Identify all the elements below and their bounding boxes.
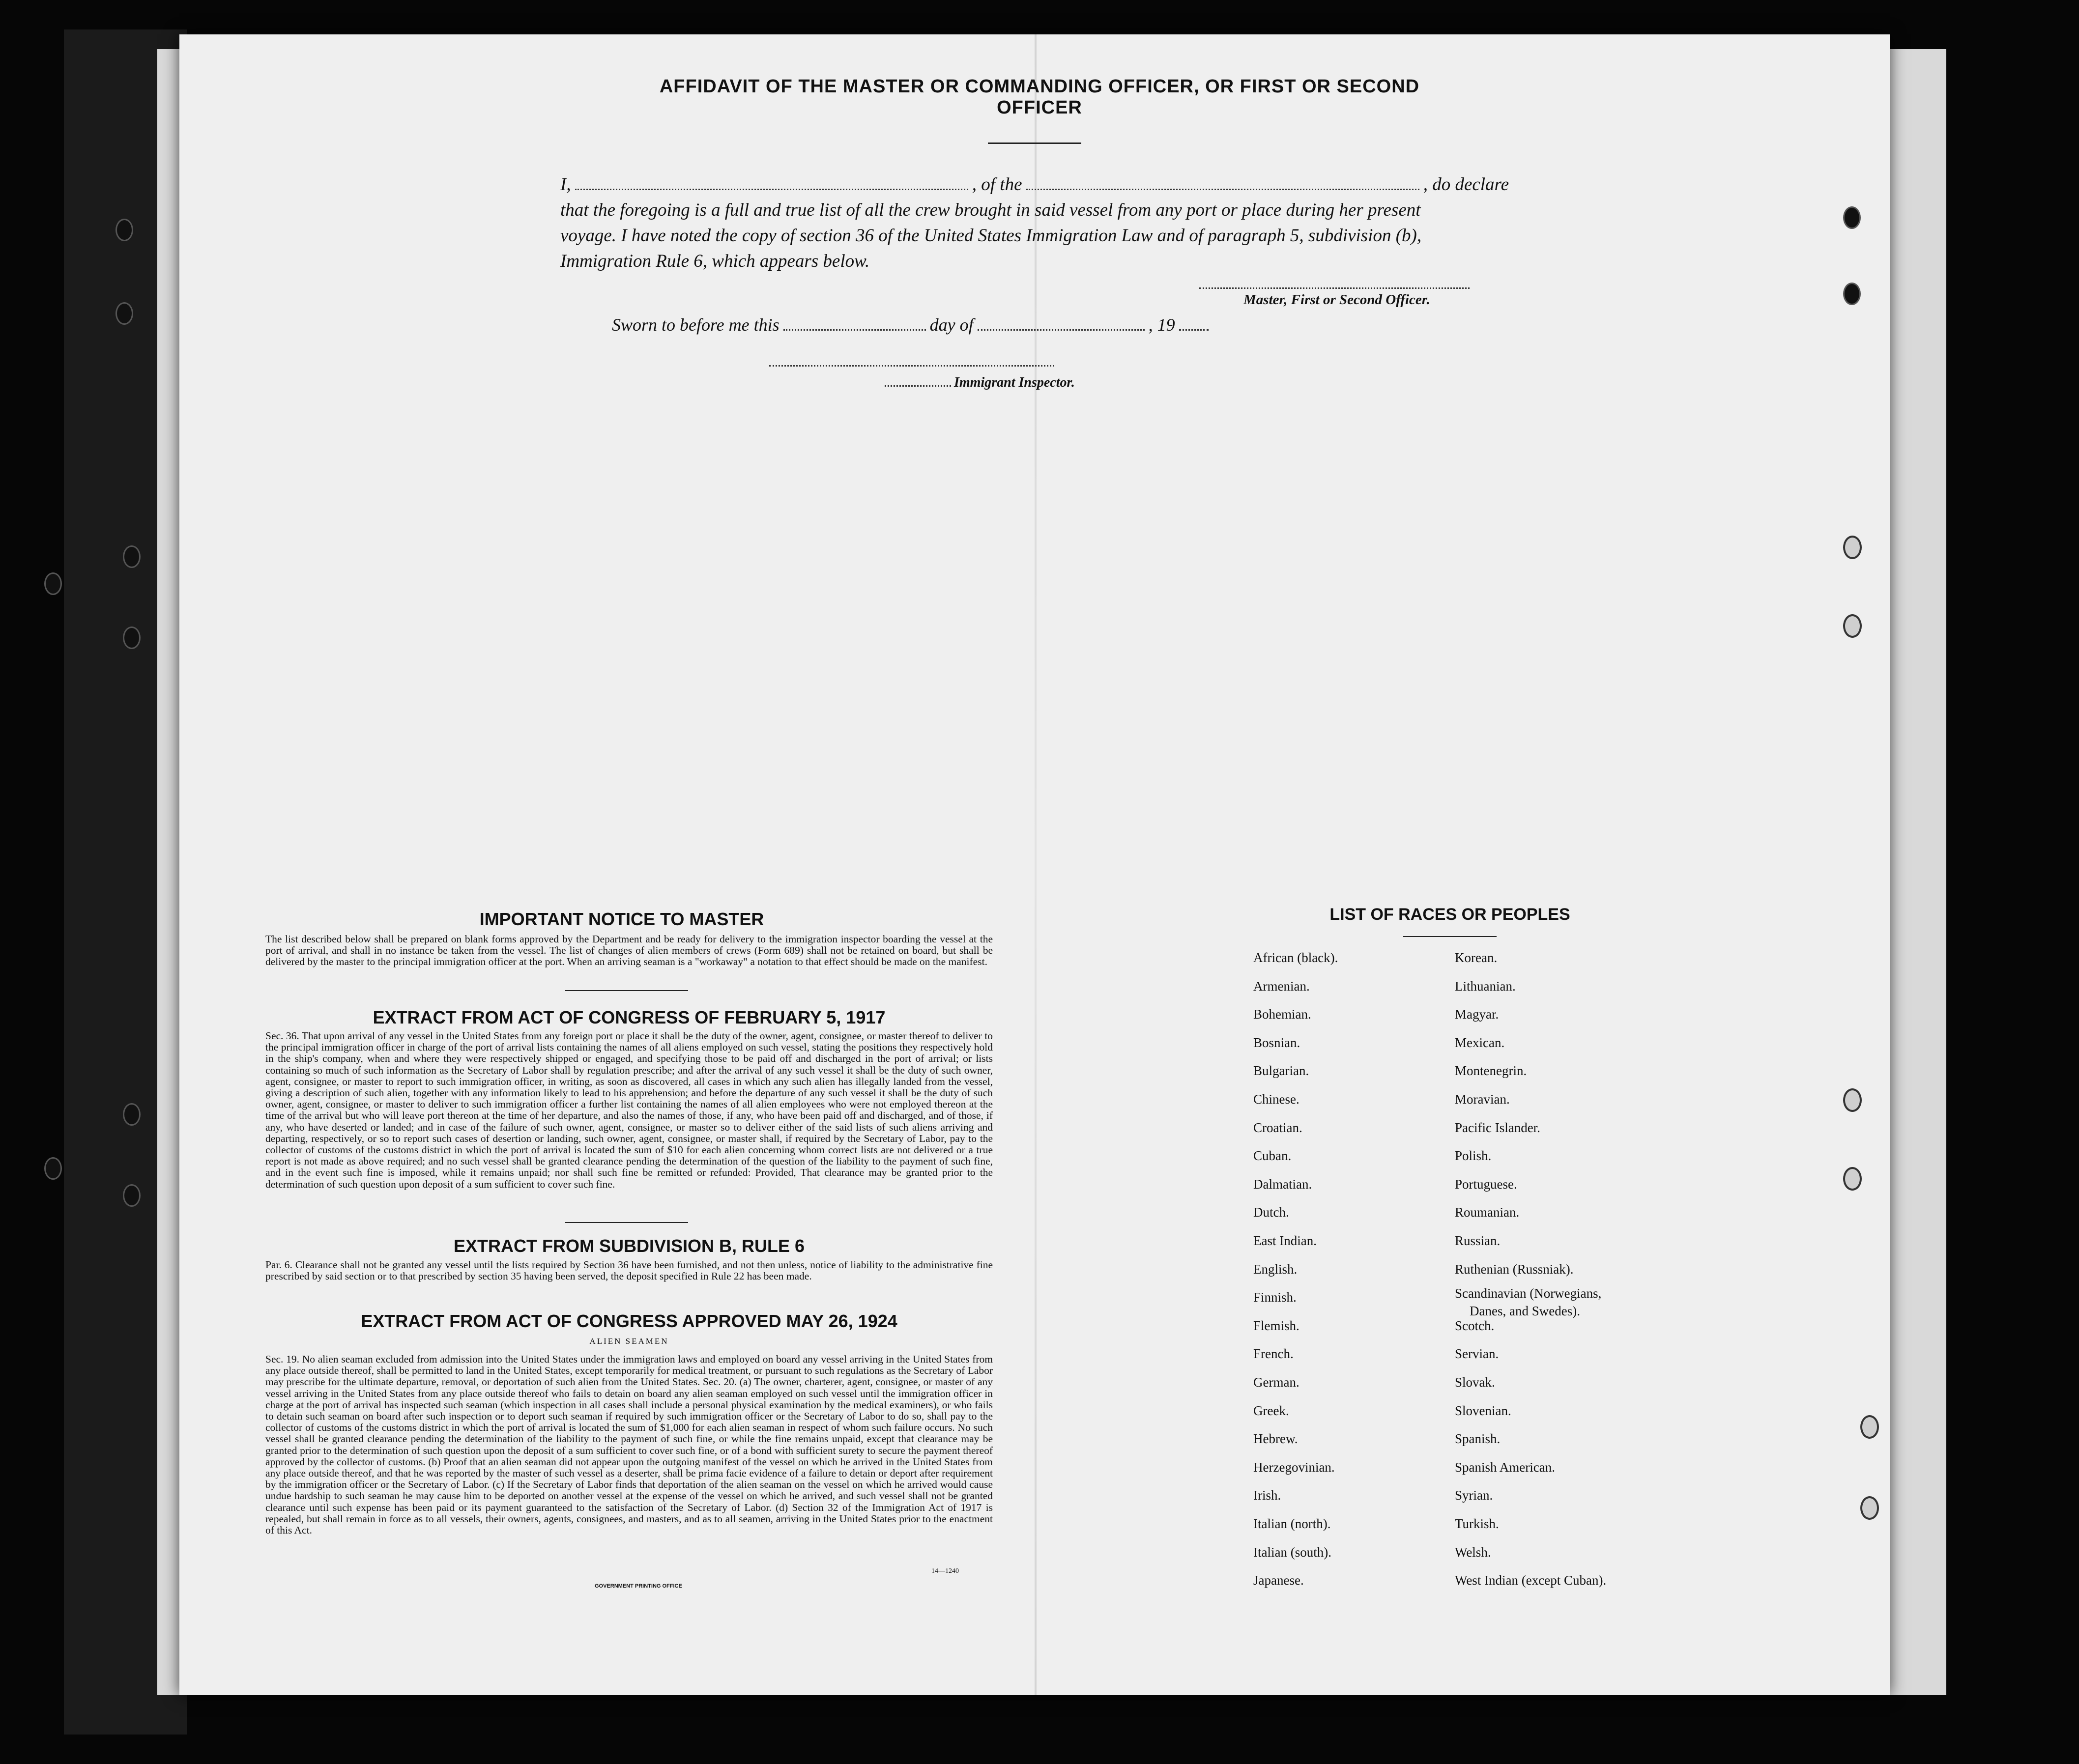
- sworn-month-blank: [978, 314, 1145, 331]
- race-item: Danes, and Swedes).: [1470, 1304, 1580, 1319]
- race-item: Hebrew.: [1253, 1431, 1298, 1447]
- inspector-signature-line: [769, 365, 1054, 367]
- inspector-line: [885, 375, 1106, 391]
- binder-hole: [123, 1184, 141, 1207]
- sworn-year-blank: [1179, 314, 1209, 331]
- declaration-i: I,: [560, 174, 571, 195]
- extract-1924-title: EXTRACT FROM ACT OF CONGRESS APPROVED MAY 26, 1924: [361, 1311, 897, 1331]
- race-item: Portuguese.: [1455, 1176, 1517, 1192]
- sworn-day-blank: [783, 314, 926, 331]
- binder-hole: [44, 1157, 62, 1180]
- officer-signature-line: [1199, 287, 1470, 289]
- race-item: English.: [1253, 1261, 1298, 1277]
- binder-hole: [123, 545, 141, 568]
- race-item: Dalmatian.: [1253, 1176, 1312, 1192]
- binder-hole: [44, 572, 62, 595]
- race-item: Russian.: [1455, 1233, 1501, 1248]
- extract-1917-title: EXTRACT FROM ACT OF CONGRESS OF FEBRUARY 5, 1917: [373, 1007, 886, 1027]
- race-item: Bosnian.: [1253, 1035, 1300, 1050]
- race-item: German.: [1253, 1375, 1299, 1390]
- race-item: Montenegrin.: [1455, 1063, 1527, 1079]
- inspector-caption: Immigrant Inspector.: [954, 375, 1075, 390]
- race-item: Syrian.: [1455, 1488, 1493, 1503]
- race-item: Scotch.: [1455, 1318, 1495, 1333]
- binder-hole: [1843, 1088, 1862, 1112]
- binder-hole: [1860, 1496, 1879, 1520]
- declaration-of-the: , of the: [972, 174, 1022, 195]
- binder-hole: [1843, 283, 1861, 305]
- declaration-line-1: [560, 172, 1509, 198]
- races-title: LIST OF RACES OR PEOPLES: [1329, 905, 1570, 924]
- printing-office-imprint: GOVERNMENT PRINTING OFFICE: [595, 1583, 682, 1589]
- officer-signature-caption: Master, First or Second Officer.: [1243, 292, 1430, 308]
- race-item: Bulgarian.: [1253, 1063, 1309, 1079]
- sworn-year: , 19: [1148, 315, 1175, 335]
- race-item: East Indian.: [1253, 1233, 1317, 1248]
- race-item: Servian.: [1455, 1346, 1499, 1362]
- name-blank: [575, 174, 968, 190]
- race-item: Magyar.: [1455, 1007, 1499, 1022]
- race-item: Polish.: [1455, 1148, 1492, 1164]
- sworn-prefix: Sworn to before me this: [612, 315, 780, 335]
- binder-hole: [1843, 536, 1862, 559]
- extract-1917-text: Sec. 36. That upon arrival of any vessel in the United States from any foreign port or place it shall be the duty of the owner, agent, consignee, or master thereof to deliver to the principal immigration officer in charge of the port of arrival lists containing the names of all aliens employed on such vessel, stating the positions they respectively hold in the ship's company, when and where they were respectively shipped or engaged, and specifying those to be paid off and discharged in the port of arrival; or lists containing so much of such information as the Secretary of Labor shall by regulation prescribe; and after the arrival of any such vessel it shall be the duty of such owner, agent, consignee, or master to report to such immigration officer, in writing, as soon as discovered, all cases in which any such alien has illegally landed from the vessel, giving a description of such alien, together with any information likely to lead to his apprehension; and before the departure of any such vessel it shall be the duty of such owner, agent, consignee, or master to deliver to such immigration officer a further list containing the names of all alien employees who were not employed thereon at the time of the arrival but who will leave port thereon at the time of her departure, and also the names of those, if any, who have been paid off and discharged, and of those, if any, who have deserted or landed; and in case of the failure of such owner, agent, consignee, or master so to deliver either of the said lists of such aliens arriving and departing, respectively, or so to report such cases of desertion or landing, such owner, agent, consignee, or master shall, if required by the Secretary of Labor, pay to the collector of customs of the customs district in which the port of arrival is located the sum of $10 for each alien concerning whom correct lists are not delivered or a true report is not made as above required; and no such vessel shall be granted clearance pending the determination of the question of the liability to the payment of such fine, and in the event such fine is imposed, while it remains unpaid; nor shall such fine be remitted or refunded: Provided, That clearance may be granted prior to the determination of such question upon deposit of a sum sufficient to cover such fine.: [265, 1030, 993, 1190]
- race-item: Chinese.: [1253, 1092, 1299, 1107]
- extract-rule6-text: Par. 6. Clearance shall not be granted any vessel until the lists required by Section 36 have been furnished, and not then unless, notice of liability to the administrative fine prescribed by said section or to that prescribed by section 35 having been served, the deposit specified in Rule 22 has been made.: [265, 1259, 993, 1282]
- sworn-day-of: day of: [929, 315, 974, 335]
- declaration-do-declare: , do declare: [1423, 174, 1509, 195]
- races-title-underline: [1403, 936, 1497, 937]
- race-item: Japanese.: [1253, 1573, 1304, 1588]
- race-item: Croatian.: [1253, 1120, 1302, 1135]
- binder-hole: [123, 1103, 141, 1126]
- race-item: French.: [1253, 1346, 1294, 1362]
- race-item: Spanish American.: [1455, 1459, 1555, 1475]
- affidavit-title: AFFIDAVIT OF THE MASTER OR COMMANDING OFFICER, OR FIRST OR SECOND OFFICER: [659, 76, 1420, 118]
- binder-hole: [1843, 614, 1862, 638]
- declaration-line-2: that the foregoing is a full and true list of all the crew brought in said vessel from any port or place during her present: [560, 200, 1421, 220]
- section-divider: [565, 1222, 688, 1223]
- race-item: Spanish.: [1455, 1431, 1501, 1447]
- race-item: Ruthenian (Russniak).: [1455, 1261, 1574, 1277]
- race-item: Italian (south).: [1253, 1544, 1331, 1560]
- race-item: Greek.: [1253, 1403, 1289, 1418]
- extract-1924-subtitle: ALIEN SEAMEN: [589, 1337, 669, 1346]
- race-item: Roumanian.: [1455, 1205, 1520, 1220]
- binder-hole: [116, 302, 133, 325]
- race-item: West Indian (except Cuban).: [1455, 1573, 1607, 1588]
- race-item: Bohemian.: [1253, 1007, 1311, 1022]
- affidavit-declaration: [560, 172, 1509, 274]
- race-item: Cuban.: [1253, 1148, 1292, 1164]
- race-item: Slovak.: [1455, 1375, 1495, 1390]
- page-fold: [1035, 34, 1037, 1695]
- race-item: Irish.: [1253, 1488, 1281, 1503]
- race-item: African (black).: [1253, 950, 1338, 965]
- race-item: Moravian.: [1455, 1092, 1510, 1107]
- section-divider: [565, 990, 688, 991]
- binder-hole: [116, 219, 133, 241]
- race-item: Armenian.: [1253, 978, 1310, 994]
- race-item: Herzegovinian.: [1253, 1459, 1335, 1475]
- inspector-dots: [885, 375, 951, 387]
- notice-title: IMPORTANT NOTICE TO MASTER: [479, 909, 764, 929]
- binder-hole: [1843, 206, 1861, 229]
- declaration-line-3: voyage. I have noted the copy of section 36 of the United States Immigration Law and of paragraph 5, subdivision (b),: [560, 226, 1422, 246]
- race-item: Slovenian.: [1455, 1403, 1511, 1418]
- race-item: Flemish.: [1253, 1318, 1299, 1333]
- binder-hole: [1860, 1415, 1879, 1439]
- race-item: Dutch.: [1253, 1205, 1289, 1220]
- race-item: Turkish.: [1455, 1516, 1499, 1531]
- form-number: 14—1240: [931, 1567, 959, 1575]
- title-underline: [988, 142, 1081, 144]
- binder-hole: [1843, 1167, 1862, 1191]
- race-item: Korean.: [1455, 950, 1498, 965]
- race-item: Mexican.: [1455, 1035, 1505, 1050]
- sworn-line: [612, 314, 1246, 335]
- race-item: Scandinavian (Norwegians,: [1455, 1286, 1602, 1301]
- binder-hole: [123, 626, 141, 649]
- race-item: Italian (north).: [1253, 1516, 1331, 1531]
- race-item: Lithuanian.: [1455, 978, 1516, 994]
- race-item: Finnish.: [1253, 1290, 1297, 1305]
- vessel-blank: [1026, 174, 1419, 190]
- race-item: Welsh.: [1455, 1544, 1491, 1560]
- race-item: Pacific Islander.: [1455, 1120, 1540, 1135]
- notice-text: The list described below shall be prepared on blank forms approved by the Department and be ready for delivery to the immigration inspector boarding the vessel at the port of arrival, and shall in no instance be taken from the vessel. The list of changes of alien members of crews (Form 689) shall not be retained on board, but shall be delivered by the master to the principal immigration officer at the port. When an arriving seaman is a "workaway" a notation to that effect should be made on the manifest.: [265, 933, 993, 968]
- declaration-line-4: Immigration Rule 6, which appears below.: [560, 251, 870, 271]
- extract-rule6-title: EXTRACT FROM SUBDIVISION B, RULE 6: [453, 1236, 805, 1256]
- extract-1924-text: Sec. 19. No alien seaman excluded from admission into the United States under the immigration laws and employed on board any vessel arriving in the United States from any place outside thereof, shall be permitted to land in the United States, except temporarily for medical treatment, or pursuant to such regulations as the Secretary of Labor may prescribe for the ultimate departure, removal, or deportation of such alien from the United States. Sec. 20. (a) The owner, charterer, agent, consignee, or master of any vessel arriving in the United States from any place outside thereof who fails to detain on board any alien seaman employed on such vessel until the immigration officer in charge at the port of arrival has inspected such seaman (which inspection in all cases shall include a personal physical examination by the medical examiners), or who fails to detain such seaman on board after such inspection or to deport such seaman if required by such immigration officer or the Secretary of Labor to do so, shall pay to the collector of customs of the customs district in which the port of arrival is located the sum of $1,000 for each alien seaman in respect of whom such failure occurs. No such vessel shall be granted clearance pending the determination of the liability to the payment of such fine, or while the fine remains unpaid, except that clearance may be granted prior to the determination of such question upon the deposit of a sum sufficient to cover such fine, or of a bond with sufficient surety to secure the payment thereof approved by the collector of customs. (b) Proof that an alien seaman did not appear upon the outgoing manifest of the vessel on which he arrived in the United States from any place outside thereof, and that he was reported by the master of such vessel as a deserter, shall be prima facie evidence of a failure to detain or deport after requirement by the immigration officer or the Secretary of Labor. (c) If the Secretary of Labor finds that deportation of the alien seaman on the vessel on which he arrived would cause undue hardship to such seaman he may cause him to be deported on another vessel at the expense of the vessel on which he arrived, and such vessel shall not be granted clearance until such expense has been paid or its payment guaranteed to the satisfaction of the Secretary of Labor. (d) Section 32 of the Immigration Act of 1917 is repealed, but shall remain in force as to all vessels, their owners, agents, consignees, and masters, and as to all seamen, arriving in the United States prior to the enactment of this Act.: [265, 1353, 993, 1536]
